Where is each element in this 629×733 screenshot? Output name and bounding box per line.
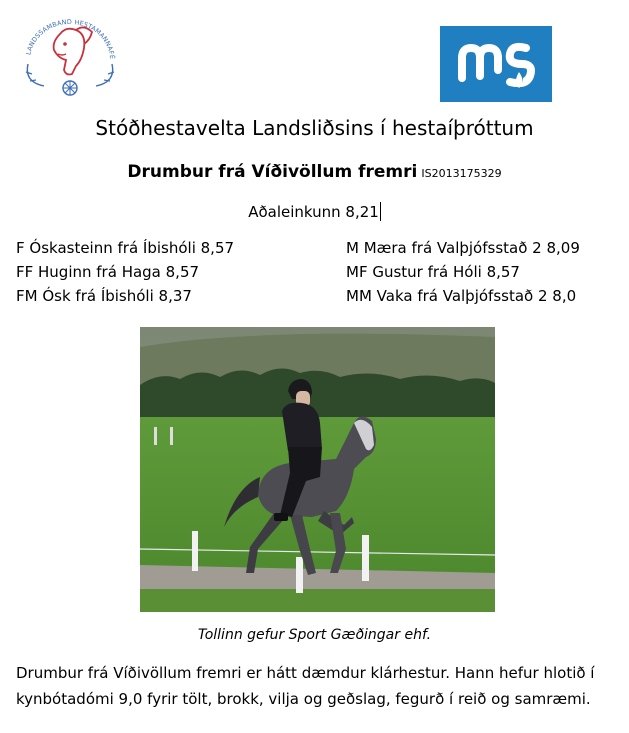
pedigree-dam-dam: MM Vaka frá Valþjófsstað 2 8,0 [346,287,577,305]
pedigree-dam-sire: MF Gustur frá Hóli 8,57 [346,263,520,281]
pedigree-dam-column [346,236,580,308]
lh-seal-logo [14,14,126,100]
svg-text:LANDSSAMBAND HESTAMANNAFÉLAGA: LANDSSAMBAND HESTAMANNAFÉ [24,17,117,60]
pedigree-sire: F Óskasteinn frá Íbishóli 8,57 [16,239,235,257]
horse-heading [0,162,629,182]
pedigree-sire-dam: FM Ósk frá Íbishóli 8,37 [16,287,192,305]
document-title: Stóðhestavelta Landsliðsins í hestaíþróttum [95,116,534,140]
horse-description: Drumbur frá Víðivöllum fremri er hátt dæmdur klárhestur. Hann hefur hlotið í kynbótadómi 9,0 fyrir tölt, brokk, vilja og geðslag, fegurð í reið og samræmi. [16,664,595,708]
pedigree-sire-column [16,236,234,308]
main-score [0,202,629,221]
ms-logo [440,26,552,102]
pedigree-dam: M Mæra frá Valþjófsstað 2 8,09 [346,239,580,257]
horse-id: IS2013175329 [421,167,502,180]
horse-photo [140,327,495,612]
text-cursor [380,202,381,221]
pedigree-sire-sire: FF Huginn frá Haga 8,57 [16,263,200,281]
horse-name: Drumbur frá Víðivöllum fremri [127,162,418,182]
main-score-text: Aðaleinkunn 8,21 [248,203,379,221]
photo-caption: Tollinn gefur Sport Gæðingar ehf. [197,627,432,643]
